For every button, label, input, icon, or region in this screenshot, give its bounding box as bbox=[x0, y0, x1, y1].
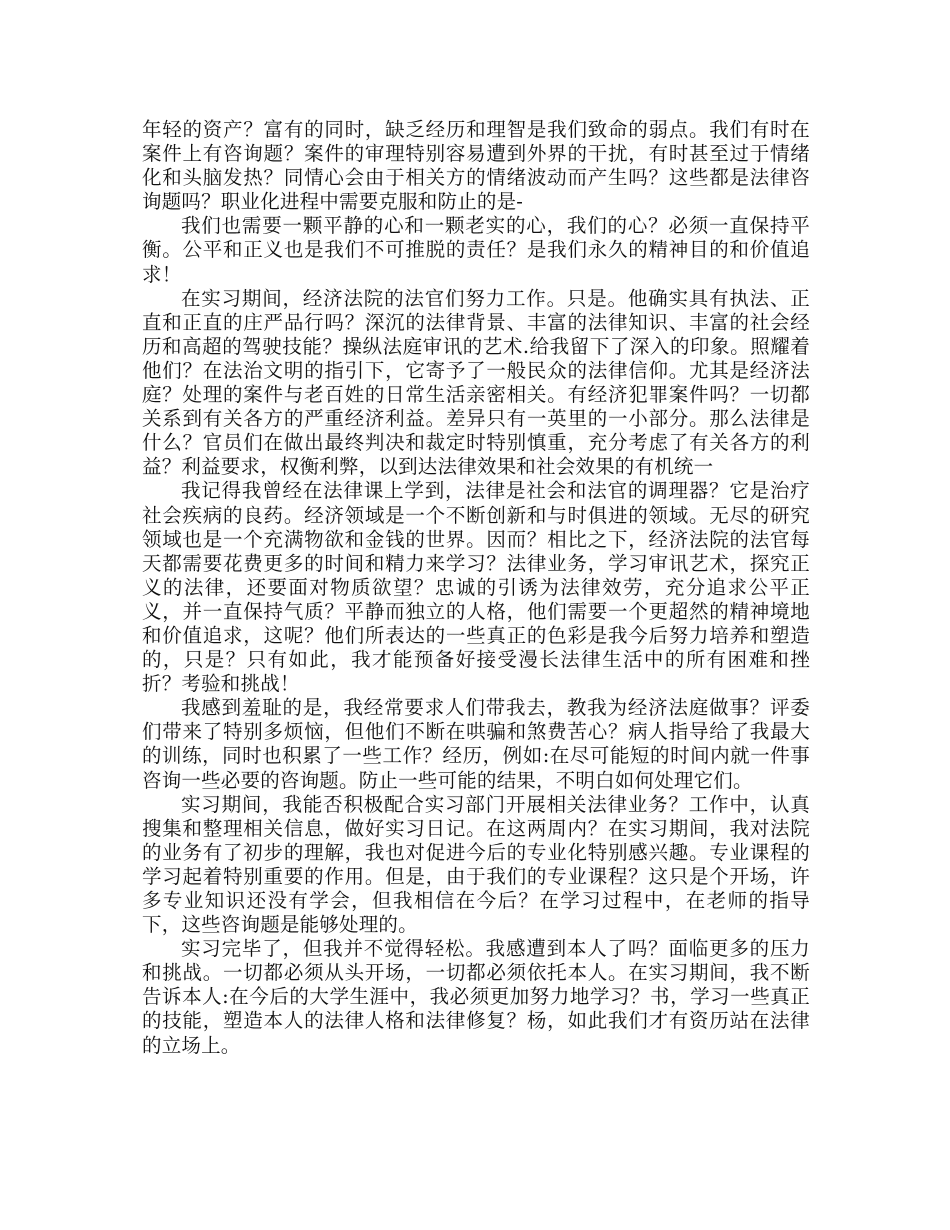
paragraph-2: 我们也需要一颗平静的心和一颗老实的心，我们的心？必须一直保持平衡。公平和正义也是我们不可推脱的责任？是我们永久的精神目的和价值追求！ bbox=[142, 214, 810, 286]
paragraph-4: 我记得我曾经在法律课上学到，法律是社会和法官的调理器？它是治疗社会疾病的良药。经济领域是一个不断创新和与时俱进的领域。无尽的研究领域也是一个充满物欲和金钱的世界。因而？相比之下，经济法院的法官每天都需要花费更多的时间和精力来学习？法律业务，学习审讯艺术，探究正义的法律，还要面对物质欲望？忠诚的引诱为法律效劳，充分追求公平正义，并一直保持气质？平静而独立的人格，他们需要一个更超然的精神境地和价值追求，这呢？他们所表达的一些真正的色彩是我今后努力培养和塑造的，只是？只有如此，我才能预备好接受漫长法律生活中的所有困难和挫折？考验和挑战！ bbox=[142, 479, 810, 696]
paragraph-7: 实习完毕了，但我并不觉得轻松。我感遭到本人了吗？面临更多的压力和挑战。一切都必须从头开场，一切都必须依托本人。在实习期间，我不断告诉本人:在今后的大学生涯中，我必须更加努力地学习？书，学习一些真正的技能，塑造本人的法律人格和法律修复？杨，如此我们才有资历站在法律的立场上。 bbox=[142, 937, 810, 1057]
paragraph-3: 在实习期间，经济法院的法官们努力工作。只是。他确实具有执法、正直和正直的庄严品行吗？深沉的法律背景、丰富的法律知识、丰富的社会经历和高超的驾驶技能？操纵法庭审讯的艺术.给我留下了深入的印象。照耀着他们？在法治文明的指引下，它寄予了一般民众的法律信仰。尤其是经济法庭？处理的案件与老百姓的日常生活亲密相关。有经济犯罪案件吗？一切都关系到有关各方的严重经济利益。差异只有一英里的一小部分。那么法律是什么？官员们在做出最终判决和裁定时特别慎重，充分考虑了有关各方的利益？利益要求，权衡利弊，以到达法律效果和社会效果的有机统一 bbox=[142, 286, 810, 479]
paragraph-1: 年轻的资产？富有的同时，缺乏经历和理智是我们致命的弱点。我们有时在案件上有咨询题？案件的审理特别容易遭到外界的干扰，有时甚至过于情绪化和头脑发热？同情心会由于相关方的情绪波动而产生吗？这些都是法律咨询题吗？职业化进程中需要克服和防止的是- bbox=[142, 118, 810, 214]
paragraph-6: 实习期间，我能否积极配合实习部门开展相关法律业务？工作中，认真搜集和整理相关信息，做好实习日记。在这两周内？在实习期间，我对法院的业务有了初步的理解，我也对促进今后的专业化特别感兴趣。专业课程的学习起着特别重要的作用。但是，由于我们的专业课程？这只是个开场，许多专业知识还没有学会，但我相信在今后？在学习过程中，在老师的指导下，这些咨询题是能够处理的。 bbox=[142, 792, 810, 937]
paragraph-5: 我感到羞耻的是，我经常要求人们带我去，教我为经济法庭做事？评委们带来了特别多烦恼，但他们不断在哄骗和煞费苦心？病人指导给了我最大的训练，同时也积累了一些工作？经历，例如:在尽可能短的时间内就一件事咨询一些必要的咨询题。防止一些可能的结果，不明白如何处理它们。 bbox=[142, 696, 810, 792]
document-body bbox=[142, 118, 810, 1058]
